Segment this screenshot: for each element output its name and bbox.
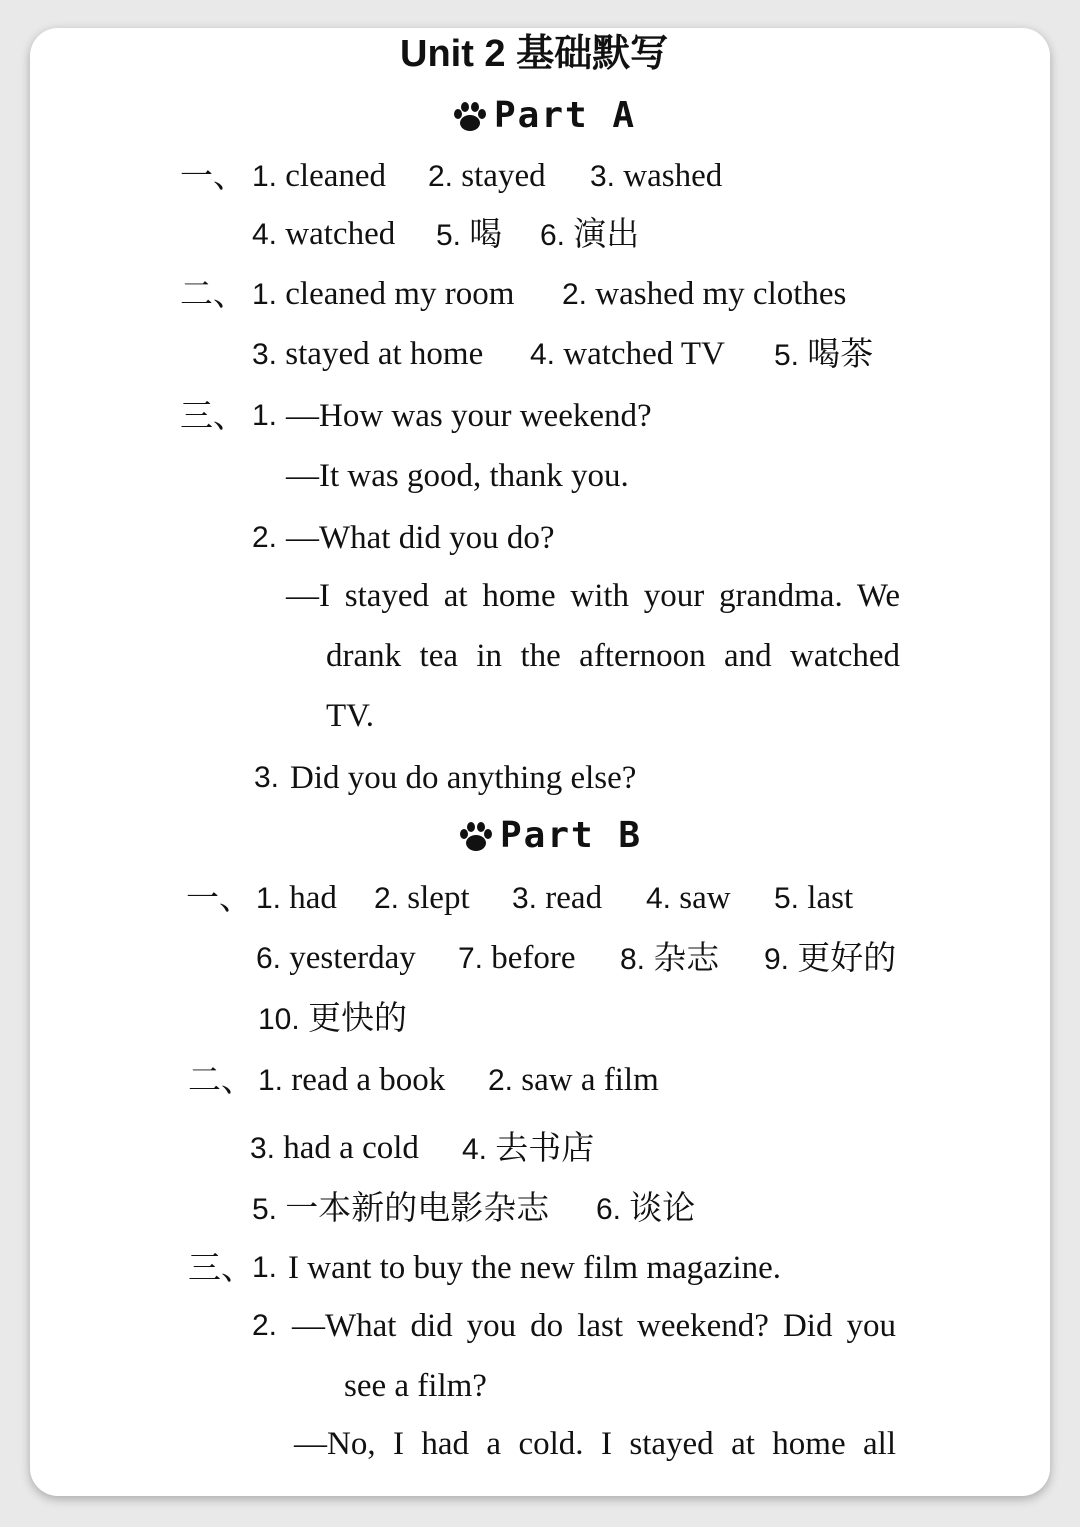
list-item: 2. stayed [428, 158, 546, 194]
list-item: 1. had [256, 880, 337, 916]
dialogue-line: TV. [326, 698, 374, 734]
answer-page [30, 28, 1050, 1496]
list-item: 2. slept [374, 880, 470, 916]
list-item: 7. before [458, 940, 576, 976]
list-item: 3. read [512, 880, 603, 916]
list-item: 3. washed [590, 158, 723, 194]
dialogue-line: —How was your weekend? [286, 398, 652, 434]
dialogue-line: —It was good, thank you. [286, 458, 629, 494]
page-title: Unit 2 基础默写 [400, 33, 669, 75]
dialogue-line: —I stayed at home with your grandma. We [286, 578, 900, 614]
section-marker: 一、 [180, 156, 246, 195]
dialogue-line: Did you do anything else? [290, 760, 637, 796]
list-item: 9. 更好的 [764, 938, 897, 977]
part-b-heading [458, 816, 642, 856]
list-item: 4. watched [252, 216, 396, 252]
list-item: 3. stayed at home [252, 336, 484, 372]
dialogue-line: drank tea in the afternoon and watched [326, 638, 900, 674]
question-number: 3. [254, 761, 280, 794]
list-item: 4. saw [646, 880, 731, 916]
question-number: 1. [252, 1251, 278, 1284]
list-item: 5. 一本新的电影杂志 [252, 1188, 550, 1227]
list-item: 5. 喝茶 [774, 334, 874, 373]
section-marker: 一、 [186, 878, 252, 917]
list-item: 6. yesterday [256, 940, 416, 976]
list-item: 6. 演出 [540, 214, 640, 253]
list-item: 1. read a book [258, 1062, 446, 1098]
list-item: 6. 谈论 [596, 1188, 696, 1227]
section-marker: 二、 [188, 1060, 254, 1099]
part-b-label: Part B [500, 815, 643, 856]
list-item: 5. 喝 [436, 214, 503, 253]
paw-icon [458, 821, 494, 853]
list-item: 4. 去书店 [462, 1128, 595, 1167]
dialogue-line: —What did you do? [286, 520, 555, 556]
dialogue-line: see a film? [344, 1368, 487, 1404]
list-item: 3. had a cold [250, 1130, 419, 1166]
section-marker: 三、 [188, 1248, 254, 1287]
list-item: 4. watched TV [530, 336, 725, 372]
paw-icon [452, 101, 488, 133]
list-item: 2. saw a film [488, 1062, 659, 1098]
list-item: 8. 杂志 [620, 938, 720, 977]
dialogue-line: I want to buy the new film magazine. [288, 1250, 782, 1286]
dialogue-line: —No, I had a cold. I stayed at home all [294, 1426, 896, 1462]
list-item: 1. cleaned my room [252, 276, 515, 312]
list-item: 1. cleaned [252, 158, 387, 194]
dialogue-line: —What did you do last weekend? Did you [292, 1308, 896, 1344]
part-a-label: Part A [494, 95, 637, 136]
part-a-heading [452, 96, 636, 136]
question-number: 2. [252, 521, 278, 554]
list-item: 2. washed my clothes [562, 276, 847, 312]
section-marker: 三、 [180, 396, 246, 435]
list-item: 5. last [774, 880, 854, 916]
question-number: 2. [252, 1309, 278, 1342]
list-item: 10. 更快的 [258, 998, 407, 1037]
question-number: 1. [252, 399, 278, 432]
section-marker: 二、 [180, 274, 246, 313]
